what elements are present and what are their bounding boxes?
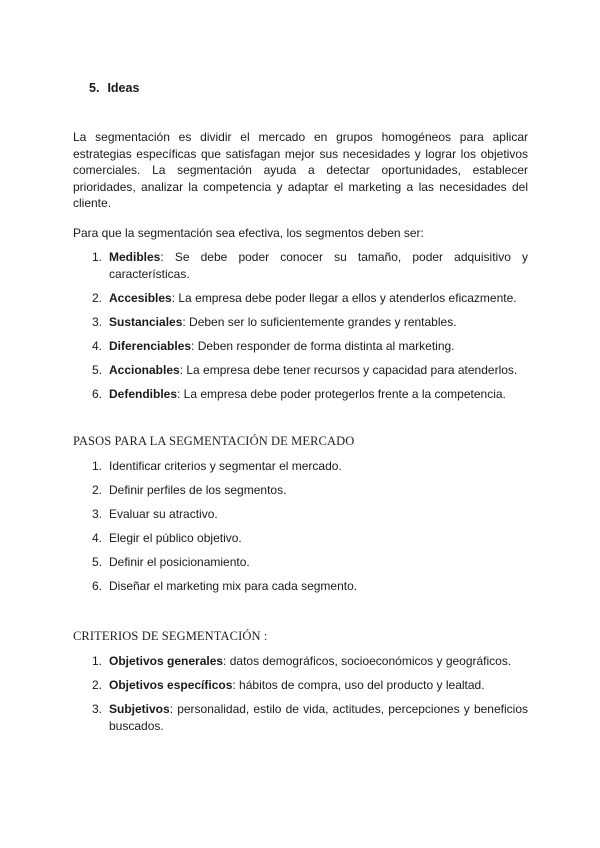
list-item [73,530,528,547]
item-text: Definir perfiles de los segmentos. [109,483,287,497]
item-term: Accesibles [109,290,172,305]
item-number: 5. [92,555,103,569]
section-number: 5. [89,81,100,95]
item-number: 4. [92,338,103,353]
list-item [73,506,528,523]
item-number: 2. [92,290,103,305]
criterios-heading: CRITERIOS DE SEGMENTACIÓN : [73,629,268,643]
list-item [73,458,528,475]
item-number: 3. [92,507,103,521]
item-number: 2. [92,483,103,497]
list-item [73,249,528,282]
list-item [73,677,528,694]
item-number: 5. [92,362,103,377]
item-text: Identificar criterios y segmentar el mercado. [109,459,342,473]
criterios-list [73,653,528,742]
item-number: 3. [92,702,103,716]
item-term: Objetivos generales [109,654,224,668]
item-desc: : Se debe poder conocer su tamaño, poder adquisitivo y características. [109,250,528,281]
list-item [73,386,528,403]
list-item [73,362,528,379]
pasos-list [73,458,528,602]
item-desc: : personalidad, estilo de vida, actitudes, percepciones y beneficios buscados. [109,702,528,733]
lead-paragraph: Para que la segmentación sea efectiva, los segmentos deben ser: [73,226,424,240]
list-item [73,482,528,499]
item-term: Diferenciables [109,338,192,353]
item-text: Evaluar su atractivo. [109,507,218,521]
item-text: Elegir el público objetivo. [109,531,242,545]
item-term: Objetivos específicos [109,678,233,692]
list-item [73,653,528,670]
list-item [73,578,528,595]
item-number: 1. [92,459,103,473]
item-number: 1. [92,654,103,668]
item-term: Subjetivos [109,702,170,716]
requirements-list [73,249,528,410]
item-desc: : Deben responder de forma distinta al marketing. [191,338,455,353]
item-number: 6. [92,579,103,593]
item-term: Accionables [109,362,180,377]
item-number: 2. [92,678,103,692]
section-title [89,80,139,97]
item-desc: : Deben ser lo suficientemente grandes y rentables. [182,314,457,329]
section-title-text: Ideas [107,81,140,95]
item-desc: : hábitos de compra, uso del producto y lealtad. [232,678,485,692]
item-term: Medibles [109,250,161,264]
item-text: Definir el posicionamiento. [109,555,250,569]
item-number: 1. [92,250,103,264]
item-text: Diseñar el marketing mix para cada segmento. [109,579,358,593]
item-term: Sustanciales [109,314,183,329]
list-item [73,701,528,734]
list-item [73,338,528,355]
item-desc: : datos demográficos, socioeconómicos y geográficos. [223,654,512,668]
list-item [73,314,528,331]
item-number: 3. [92,314,103,329]
item-number: 4. [92,531,103,545]
pasos-heading: PASOS PARA LA SEGMENTACIÓN DE MERCADO [73,434,355,448]
item-desc: : La empresa debe poder llegar a ellos y atenderlos eficazmente. [171,290,517,305]
item-number: 6. [92,386,103,401]
list-item [73,290,528,307]
item-desc: : La empresa debe poder protegerlos frente a la competencia. [177,386,506,401]
list-item [73,554,528,571]
item-term: Defendibles [109,386,178,401]
item-desc: : La empresa debe tener recursos y capacidad para atenderlos. [179,362,518,377]
intro-paragraph: La segmentación es dividir el mercado en grupos homogéneos para aplicar estrategias específicas que satisfagan mejor sus necesidades y lograr los objetivos comerciales. La segmentación ayuda a detectar oportunidades, establecer prioridades, analizar la competencia y adaptar el marketing a las necesidades del cliente. [73,130,528,210]
